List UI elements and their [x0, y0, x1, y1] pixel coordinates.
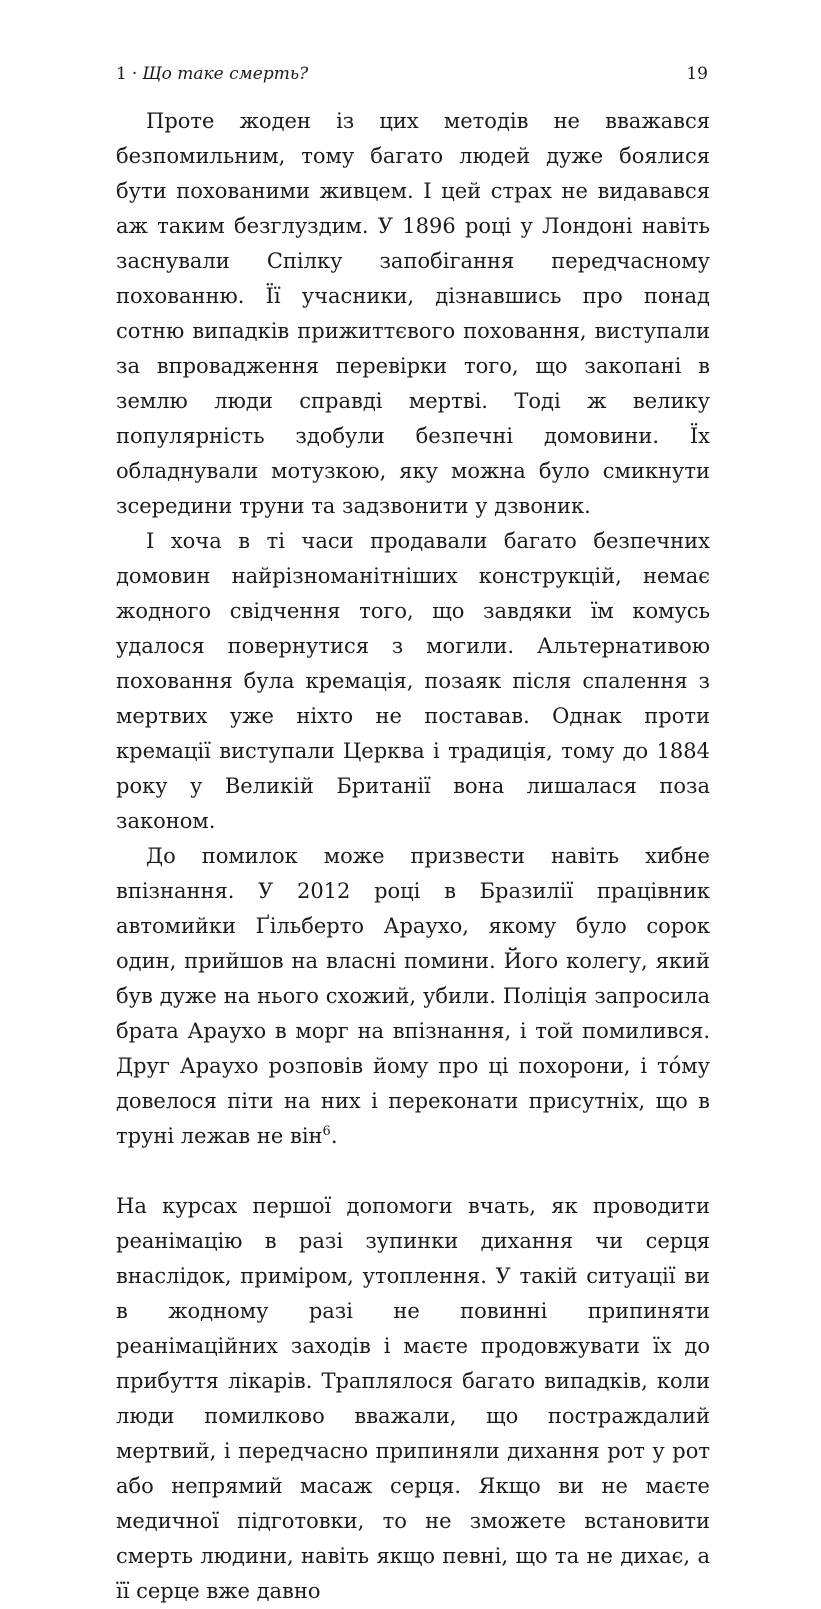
- chapter-title: Що таке смерть?: [142, 64, 309, 84]
- paragraph: На курсах першої допомоги вчать, як проводити реанімацію в разі зупинки дихання чи серця внаслідок, приміром, утоплення. У такій ситуації ви в жодному разі не повинні припиняти реанімаційних заходів і маєте продовжувати їх до прибуття лікарів. Траплялося багато випадків, коли люди помилково вважали, що постраждалий мертвий, і передчасно припиняли дихання рот у рот або непрямий масаж серця. Якщо ви не маєте медичної підготовки, то не зможете встановити смерть людини, навіть якщо певні, що та не дихає, а її серце вже давно: [116, 1194, 710, 1603]
- paragraph: Проте жоден із цих методів не вважався безпомильним, тому багато людей дуже боялися бути похованими живцем. І цей страх не видавався аж таким безглуздим. У 1896 році у Лондоні навіть заснували Спілку запобігання передчасному похованню. Її учасники, дізнавшись про понад сотню випадків прижиттєвого поховання, виступали за впровадження перевірки того, що закопані в землю люди справді мертві. Тоді ж велику популярність здобули безпечні домовини. Їх обладнували мотузкою, яку можна було смикнути зсередини труни та задзвонити у дзвоник.: [116, 109, 710, 518]
- book-page: [116, 0, 710, 1603]
- paragraph: І хоча в ті часи продавали багато безпечних домовин найрізноманітніших конструкцій, немає жодного свідчення того, що завдяки їм комусь удалося повернутися з могили. Альтернативою поховання була кремація, позаяк після спалення з мертвих уже ніхто не поставав. Однак проти кремації виступали Церква і традиція, тому до 1884 року у Великій Британії вона лишалася поза законом.: [116, 529, 710, 833]
- footnote-reference: 6: [322, 1124, 331, 1139]
- chapter-label: [116, 60, 308, 88]
- paragraph-text: До помилок може призвести навіть хибне впізнання. У 2012 році в Бразилії працівник автомийки Ґільберто Араухо, якому було сорок один, прийшов на власні помини. Його колегу, який був дуже на нього схожий, убили. Поліція запросила брата Араухо в морг на впізнання, і той помилився. Друг Араухо розповів йому про ці похорони, і то́му довелося піти на них і переконати присутніх, що в труні лежав не він: [116, 844, 710, 1148]
- body-text: [116, 104, 710, 1609]
- chapter-number: 1: [116, 64, 127, 84]
- running-head: [116, 60, 710, 88]
- section-break: [116, 1154, 710, 1189]
- page-number: 19: [686, 64, 708, 84]
- paragraph: [116, 839, 710, 1154]
- paragraph-end-punctuation: .: [330, 1124, 338, 1148]
- chapter-separator: ·: [131, 64, 138, 84]
